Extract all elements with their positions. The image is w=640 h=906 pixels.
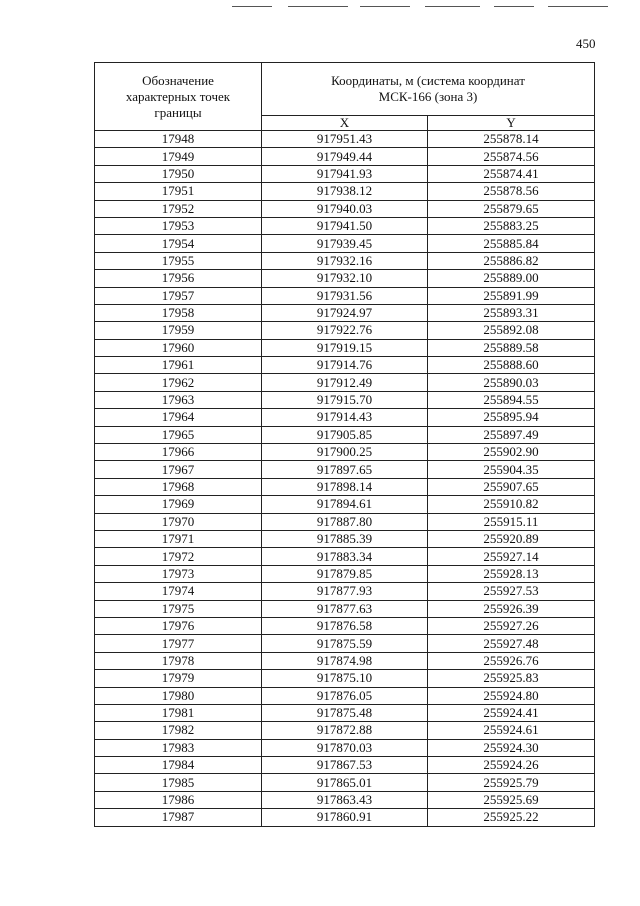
y-coordinate-cell: 255915.11 bbox=[428, 513, 595, 530]
table-row bbox=[95, 496, 595, 513]
x-coordinate-cell: 917932.16 bbox=[262, 252, 428, 269]
table-row bbox=[95, 809, 595, 826]
x-coordinate-cell: 917914.76 bbox=[262, 357, 428, 374]
x-coordinate-cell: 917914.43 bbox=[262, 409, 428, 426]
scan-top-rule bbox=[494, 6, 534, 7]
table-row bbox=[95, 565, 595, 582]
table-row bbox=[95, 287, 595, 304]
x-coordinate-cell: 917912.49 bbox=[262, 374, 428, 391]
x-coordinate-cell: 917875.59 bbox=[262, 635, 428, 652]
point-id-cell: 17978 bbox=[95, 652, 262, 669]
x-coordinate-cell: 917894.61 bbox=[262, 496, 428, 513]
point-id-cell: 17974 bbox=[95, 583, 262, 600]
point-id-cell: 17970 bbox=[95, 513, 262, 530]
x-coordinate-cell: 917938.12 bbox=[262, 183, 428, 200]
x-coordinate-cell: 917941.50 bbox=[262, 217, 428, 234]
table-row bbox=[95, 217, 595, 234]
y-coordinate-cell: 255878.14 bbox=[428, 131, 595, 148]
point-id-cell: 17958 bbox=[95, 304, 262, 321]
y-coordinate-cell: 255927.14 bbox=[428, 548, 595, 565]
table-row bbox=[95, 391, 595, 408]
point-id-cell: 17985 bbox=[95, 774, 262, 791]
point-id-cell: 17977 bbox=[95, 635, 262, 652]
x-coordinate-cell: 917897.65 bbox=[262, 461, 428, 478]
table-row bbox=[95, 687, 595, 704]
point-id-cell: 17951 bbox=[95, 183, 262, 200]
point-id-cell: 17956 bbox=[95, 270, 262, 287]
table-row bbox=[95, 513, 595, 530]
y-coordinate-cell: 255924.30 bbox=[428, 739, 595, 756]
y-coordinate-cell: 255885.84 bbox=[428, 235, 595, 252]
y-coordinate-cell: 255926.39 bbox=[428, 600, 595, 617]
x-coordinate-cell: 917898.14 bbox=[262, 478, 428, 495]
y-coordinate-cell: 255890.03 bbox=[428, 374, 595, 391]
table-row bbox=[95, 183, 595, 200]
point-id-cell: 17948 bbox=[95, 131, 262, 148]
scan-top-rule bbox=[360, 6, 410, 7]
point-id-cell: 17969 bbox=[95, 496, 262, 513]
point-id-cell: 17960 bbox=[95, 339, 262, 356]
x-coordinate-cell: 917951.43 bbox=[262, 131, 428, 148]
x-coordinate-cell: 917874.98 bbox=[262, 652, 428, 669]
x-coordinate-cell: 917883.34 bbox=[262, 548, 428, 565]
x-coordinate-cell: 917877.63 bbox=[262, 600, 428, 617]
y-coordinate-cell: 255891.99 bbox=[428, 287, 595, 304]
table-row bbox=[95, 635, 595, 652]
x-coordinate-cell: 917865.01 bbox=[262, 774, 428, 791]
table-row bbox=[95, 270, 595, 287]
point-id-cell: 17953 bbox=[95, 217, 262, 234]
coordinates-table bbox=[94, 62, 595, 827]
x-coordinate-cell: 917875.48 bbox=[262, 704, 428, 721]
y-coordinate-cell: 255904.35 bbox=[428, 461, 595, 478]
point-id-cell: 17980 bbox=[95, 687, 262, 704]
y-coordinate-cell: 255894.55 bbox=[428, 391, 595, 408]
header-y: Y bbox=[428, 116, 595, 131]
x-coordinate-cell: 917941.93 bbox=[262, 165, 428, 182]
x-coordinate-cell: 917885.39 bbox=[262, 530, 428, 547]
table-row bbox=[95, 530, 595, 547]
point-id-cell: 17965 bbox=[95, 426, 262, 443]
y-coordinate-cell: 255889.58 bbox=[428, 339, 595, 356]
table-row bbox=[95, 357, 595, 374]
point-id-cell: 17949 bbox=[95, 148, 262, 165]
point-id-cell: 17984 bbox=[95, 757, 262, 774]
x-coordinate-cell: 917872.88 bbox=[262, 722, 428, 739]
x-coordinate-cell: 917900.25 bbox=[262, 444, 428, 461]
table-row bbox=[95, 583, 595, 600]
scan-top-rule bbox=[288, 6, 348, 7]
scan-top-rule bbox=[425, 6, 480, 7]
table-row bbox=[95, 548, 595, 565]
point-id-cell: 17950 bbox=[95, 165, 262, 182]
table-row bbox=[95, 426, 595, 443]
header-x: X bbox=[262, 116, 428, 131]
table-row bbox=[95, 165, 595, 182]
y-coordinate-cell: 255910.82 bbox=[428, 496, 595, 513]
y-coordinate-cell: 255902.90 bbox=[428, 444, 595, 461]
y-coordinate-cell: 255925.69 bbox=[428, 791, 595, 808]
x-coordinate-cell: 917931.56 bbox=[262, 287, 428, 304]
y-coordinate-cell: 255928.13 bbox=[428, 565, 595, 582]
point-id-cell: 17973 bbox=[95, 565, 262, 582]
y-coordinate-cell: 255897.49 bbox=[428, 426, 595, 443]
table-row bbox=[95, 652, 595, 669]
table-row bbox=[95, 757, 595, 774]
y-coordinate-cell: 255926.76 bbox=[428, 652, 595, 669]
x-coordinate-cell: 917870.03 bbox=[262, 739, 428, 756]
y-coordinate-cell: 255893.31 bbox=[428, 304, 595, 321]
x-coordinate-cell: 917875.10 bbox=[262, 670, 428, 687]
y-coordinate-cell: 255925.79 bbox=[428, 774, 595, 791]
point-id-cell: 17959 bbox=[95, 322, 262, 339]
table-row bbox=[95, 235, 595, 252]
x-coordinate-cell: 917860.91 bbox=[262, 809, 428, 826]
x-coordinate-cell: 917905.85 bbox=[262, 426, 428, 443]
table-row bbox=[95, 444, 595, 461]
table-row bbox=[95, 322, 595, 339]
point-id-cell: 17983 bbox=[95, 739, 262, 756]
x-coordinate-cell: 917922.76 bbox=[262, 322, 428, 339]
point-id-cell: 17967 bbox=[95, 461, 262, 478]
y-coordinate-cell: 255879.65 bbox=[428, 200, 595, 217]
table-row bbox=[95, 600, 595, 617]
y-coordinate-cell: 255883.25 bbox=[428, 217, 595, 234]
table-row bbox=[95, 374, 595, 391]
table-row bbox=[95, 774, 595, 791]
y-coordinate-cell: 255895.94 bbox=[428, 409, 595, 426]
header-coordinates: Координаты, м (система координат МСК-166 (зона 3) bbox=[262, 63, 595, 116]
point-id-cell: 17964 bbox=[95, 409, 262, 426]
point-id-cell: 17966 bbox=[95, 444, 262, 461]
point-id-cell: 17972 bbox=[95, 548, 262, 565]
table-row bbox=[95, 478, 595, 495]
y-coordinate-cell: 255925.22 bbox=[428, 809, 595, 826]
point-id-cell: 17987 bbox=[95, 809, 262, 826]
y-coordinate-cell: 255886.82 bbox=[428, 252, 595, 269]
table-row bbox=[95, 339, 595, 356]
scan-top-rule bbox=[232, 6, 272, 7]
y-coordinate-cell: 255927.48 bbox=[428, 635, 595, 652]
header-point-designation: Обозначение характерных точек границы bbox=[95, 63, 262, 131]
x-coordinate-cell: 917877.93 bbox=[262, 583, 428, 600]
point-id-cell: 17981 bbox=[95, 704, 262, 721]
y-coordinate-cell: 255925.83 bbox=[428, 670, 595, 687]
point-id-cell: 17982 bbox=[95, 722, 262, 739]
point-id-cell: 17979 bbox=[95, 670, 262, 687]
table-row bbox=[95, 131, 595, 148]
x-coordinate-cell: 917949.44 bbox=[262, 148, 428, 165]
point-id-cell: 17954 bbox=[95, 235, 262, 252]
point-id-cell: 17961 bbox=[95, 357, 262, 374]
table-row bbox=[95, 148, 595, 165]
table-row bbox=[95, 704, 595, 721]
point-id-cell: 17968 bbox=[95, 478, 262, 495]
x-coordinate-cell: 917932.10 bbox=[262, 270, 428, 287]
point-id-cell: 17986 bbox=[95, 791, 262, 808]
y-coordinate-cell: 255878.56 bbox=[428, 183, 595, 200]
point-id-cell: 17975 bbox=[95, 600, 262, 617]
table-row bbox=[95, 461, 595, 478]
scan-top-rule bbox=[548, 6, 608, 7]
table-row bbox=[95, 409, 595, 426]
x-coordinate-cell: 917876.58 bbox=[262, 617, 428, 634]
x-coordinate-cell: 917924.97 bbox=[262, 304, 428, 321]
table-row bbox=[95, 739, 595, 756]
table-row bbox=[95, 722, 595, 739]
x-coordinate-cell: 917939.45 bbox=[262, 235, 428, 252]
point-id-cell: 17962 bbox=[95, 374, 262, 391]
table-row bbox=[95, 200, 595, 217]
y-coordinate-cell: 255920.89 bbox=[428, 530, 595, 547]
table-row bbox=[95, 304, 595, 321]
table-row bbox=[95, 791, 595, 808]
y-coordinate-cell: 255907.65 bbox=[428, 478, 595, 495]
y-coordinate-cell: 255927.26 bbox=[428, 617, 595, 634]
y-coordinate-cell: 255924.61 bbox=[428, 722, 595, 739]
point-id-cell: 17955 bbox=[95, 252, 262, 269]
y-coordinate-cell: 255924.41 bbox=[428, 704, 595, 721]
table-row bbox=[95, 617, 595, 634]
table-body bbox=[95, 131, 595, 827]
x-coordinate-cell: 917887.80 bbox=[262, 513, 428, 530]
table-row bbox=[95, 670, 595, 687]
page-number: 450 bbox=[576, 36, 596, 51]
point-id-cell: 17976 bbox=[95, 617, 262, 634]
y-coordinate-cell: 255924.80 bbox=[428, 687, 595, 704]
y-coordinate-cell: 255888.60 bbox=[428, 357, 595, 374]
point-id-cell: 17952 bbox=[95, 200, 262, 217]
point-id-cell: 17963 bbox=[95, 391, 262, 408]
x-coordinate-cell: 917919.15 bbox=[262, 339, 428, 356]
y-coordinate-cell: 255874.56 bbox=[428, 148, 595, 165]
table-row bbox=[95, 252, 595, 269]
point-id-cell: 17971 bbox=[95, 530, 262, 547]
x-coordinate-cell: 917915.70 bbox=[262, 391, 428, 408]
x-coordinate-cell: 917876.05 bbox=[262, 687, 428, 704]
y-coordinate-cell: 255924.26 bbox=[428, 757, 595, 774]
y-coordinate-cell: 255927.53 bbox=[428, 583, 595, 600]
y-coordinate-cell: 255892.08 bbox=[428, 322, 595, 339]
x-coordinate-cell: 917940.03 bbox=[262, 200, 428, 217]
point-id-cell: 17957 bbox=[95, 287, 262, 304]
x-coordinate-cell: 917867.53 bbox=[262, 757, 428, 774]
y-coordinate-cell: 255874.41 bbox=[428, 165, 595, 182]
y-coordinate-cell: 255889.00 bbox=[428, 270, 595, 287]
x-coordinate-cell: 917863.43 bbox=[262, 791, 428, 808]
x-coordinate-cell: 917879.85 bbox=[262, 565, 428, 582]
